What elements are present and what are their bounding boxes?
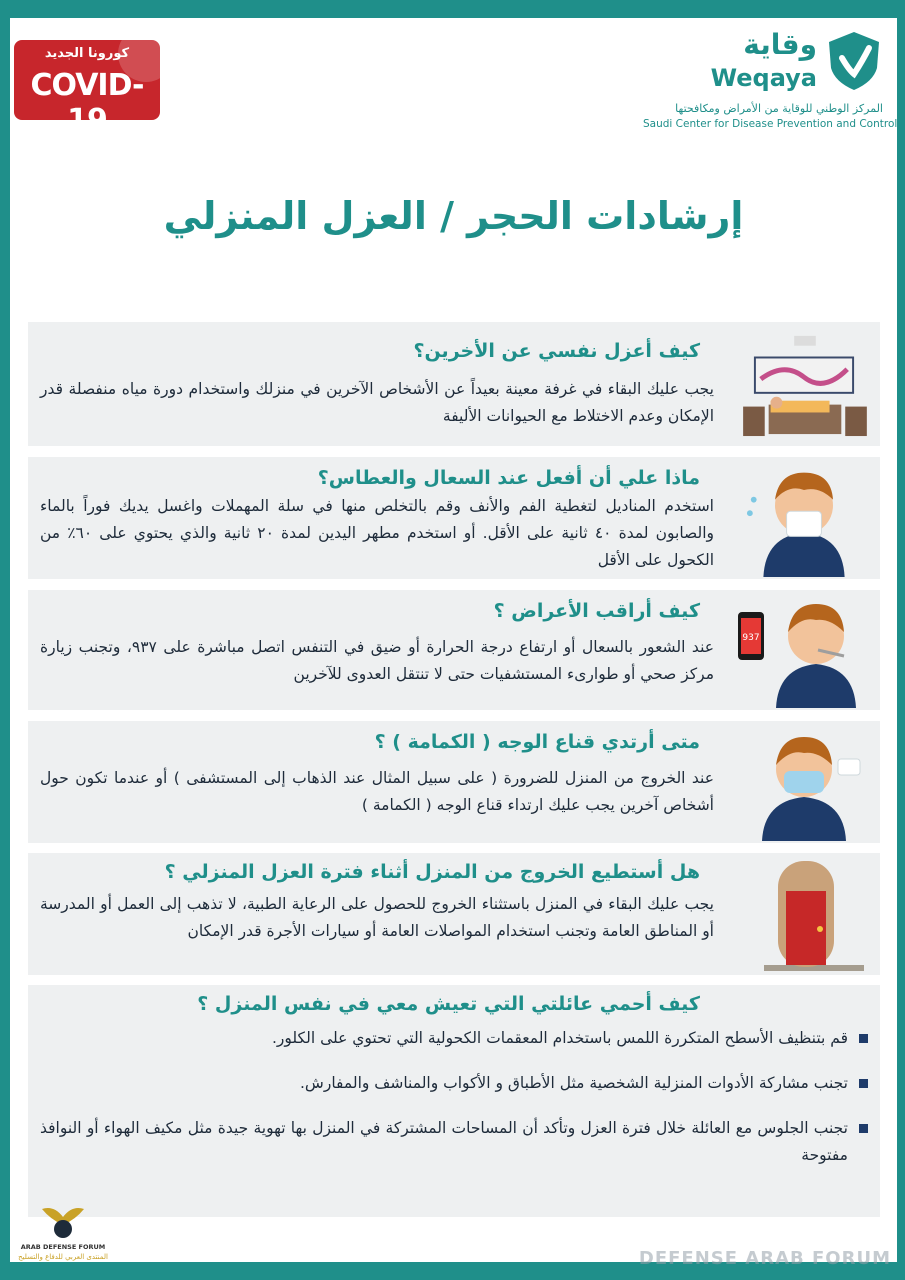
badge-english: ARAB DEFENSE FORUM bbox=[20, 1243, 106, 1251]
section-answer: يجب عليك البقاء في غرفة معينة بعيداً عن الأشخاص الآخرين في منزلك واستخدام دورة مياه منفصلة قدر الإمكان وعدم الاختلاط مع الحيوانات الأليفة bbox=[40, 380, 714, 425]
bedroom-icon bbox=[734, 330, 874, 438]
frame-left bbox=[0, 0, 10, 1280]
badge-arabic: المنتدى العربي للدفاع والتسليح bbox=[18, 1253, 108, 1261]
family-card bbox=[28, 985, 880, 1217]
sneezing-boy-icon bbox=[734, 461, 874, 577]
logo-english-name: Weqaya bbox=[710, 64, 817, 92]
list-item-text: تجنب مشاركة الأدوات المنزلية الشخصية مثل الأطباق و الأكواب والمناشف والمفارش. bbox=[300, 1074, 848, 1092]
list-item bbox=[40, 1070, 868, 1097]
shield-logo-icon bbox=[825, 30, 883, 92]
logo-arabic-name: وقاية bbox=[743, 28, 817, 61]
section-question: كيف أراقب الأعراض ؟ bbox=[493, 600, 700, 622]
door-icon bbox=[734, 857, 874, 973]
section-answer: عند الخروج من المنزل للضرورة ( على سبيل المثال عند الذهاب إلى المستشفى ) أو عندما تكون حول أشخاص آخرين يجب عليك ارتداء قناع الوجه ( الكمامة ) bbox=[40, 769, 714, 814]
page-title: إرشادات الحجر / العزل المنزلي bbox=[163, 194, 744, 238]
fever-boy-icon bbox=[734, 592, 874, 708]
list-item bbox=[40, 1115, 868, 1169]
section-card bbox=[28, 853, 880, 975]
list-item bbox=[40, 1025, 868, 1052]
family-question: كيف أحمي عائلتي التي تعيش معي في نفس المنزل ؟ bbox=[197, 993, 700, 1015]
covid-badge bbox=[14, 40, 160, 138]
section-card bbox=[28, 322, 880, 446]
section-question: متى أرتدي قناع الوجه ( الكمامة ) ؟ bbox=[374, 731, 700, 753]
forum-watermark: DEFENSE ARAB FORUM bbox=[638, 1248, 891, 1269]
section-answer: يجب عليك البقاء في المنزل باستثناء الخروج للحصول على الرعاية الطبية، لا تذهب إلى العمل أو المدرسة أو المناطق العامة وتجنب استخدام المواصلات العامة أو سيارات الأجرة قدر الإمكان bbox=[40, 895, 714, 940]
bullet-square-icon bbox=[859, 1124, 868, 1133]
logo-arabic-fullname: المركز الوطني للوقاية من الأمراض ومكافحتها bbox=[675, 102, 883, 115]
phone-number: 937 bbox=[742, 633, 760, 643]
section-card bbox=[28, 457, 880, 579]
frame-top bbox=[0, 0, 905, 18]
frame-right bbox=[897, 0, 905, 1280]
section-question: هل أستطيع الخروج من المنزل أثناء فترة العزل المنزلي ؟ bbox=[164, 861, 700, 883]
section-answer: استخدم المناديل لتغطية الفم والأنف وقم بالتخلص منها في سلة المهملات واغسل يديك فوراً بالماء والصابون لمدة ٤٠ ثانية على الأقل. أو استخدم مطهر اليدين لمدة ٢٠ ثانية والذي يحتوي على ٦٠٪ من الكحول على الأقل bbox=[40, 497, 714, 569]
list-item-text: تجنب الجلوس مع العائلة خلال فترة العزل وتأكد أن المساحات المشتركة في المنزل بها تهوية جيدة مثل مكيف الهواء أو النوافذ مفتوحة bbox=[40, 1119, 848, 1164]
poster bbox=[10, 18, 897, 1262]
section-question: كيف أعزل نفسي عن الأخرين؟ bbox=[413, 340, 700, 362]
family-tips-list bbox=[40, 1025, 868, 1187]
section-card bbox=[28, 721, 880, 843]
section-card bbox=[28, 590, 880, 710]
covid-badge-english: COVID-19 bbox=[30, 68, 144, 138]
masked-boy-icon bbox=[734, 725, 874, 841]
section-question: ماذا علي أن أفعل عند السعال والعطاس؟ bbox=[317, 467, 700, 489]
bullet-square-icon bbox=[859, 1034, 868, 1043]
bullet-square-icon bbox=[859, 1079, 868, 1088]
covid-badge-arabic: كورونا الجديد bbox=[44, 46, 130, 61]
section-answer: عند الشعور بالسعال أو ارتفاع درجة الحرارة أو ضيق في التنفس اتصل مباشرة على ٩٣٧، وتجنب زيارة مركز صحي أو طوارىء المستشفيات حتى لا تنتقل العدوى للآخرين bbox=[40, 638, 714, 683]
forum-badge bbox=[8, 1195, 118, 1273]
list-item-text: قم بتنظيف الأسطح المتكررة اللمس باستخدام المعقمات الكحولية التي تحتوي على الكلور. bbox=[272, 1029, 848, 1047]
logo-english-fullname: Saudi Center for Disease Prevention and Control bbox=[643, 118, 898, 130]
eagle-emblem-icon bbox=[40, 1195, 86, 1241]
weqaya-logo bbox=[643, 24, 898, 134]
